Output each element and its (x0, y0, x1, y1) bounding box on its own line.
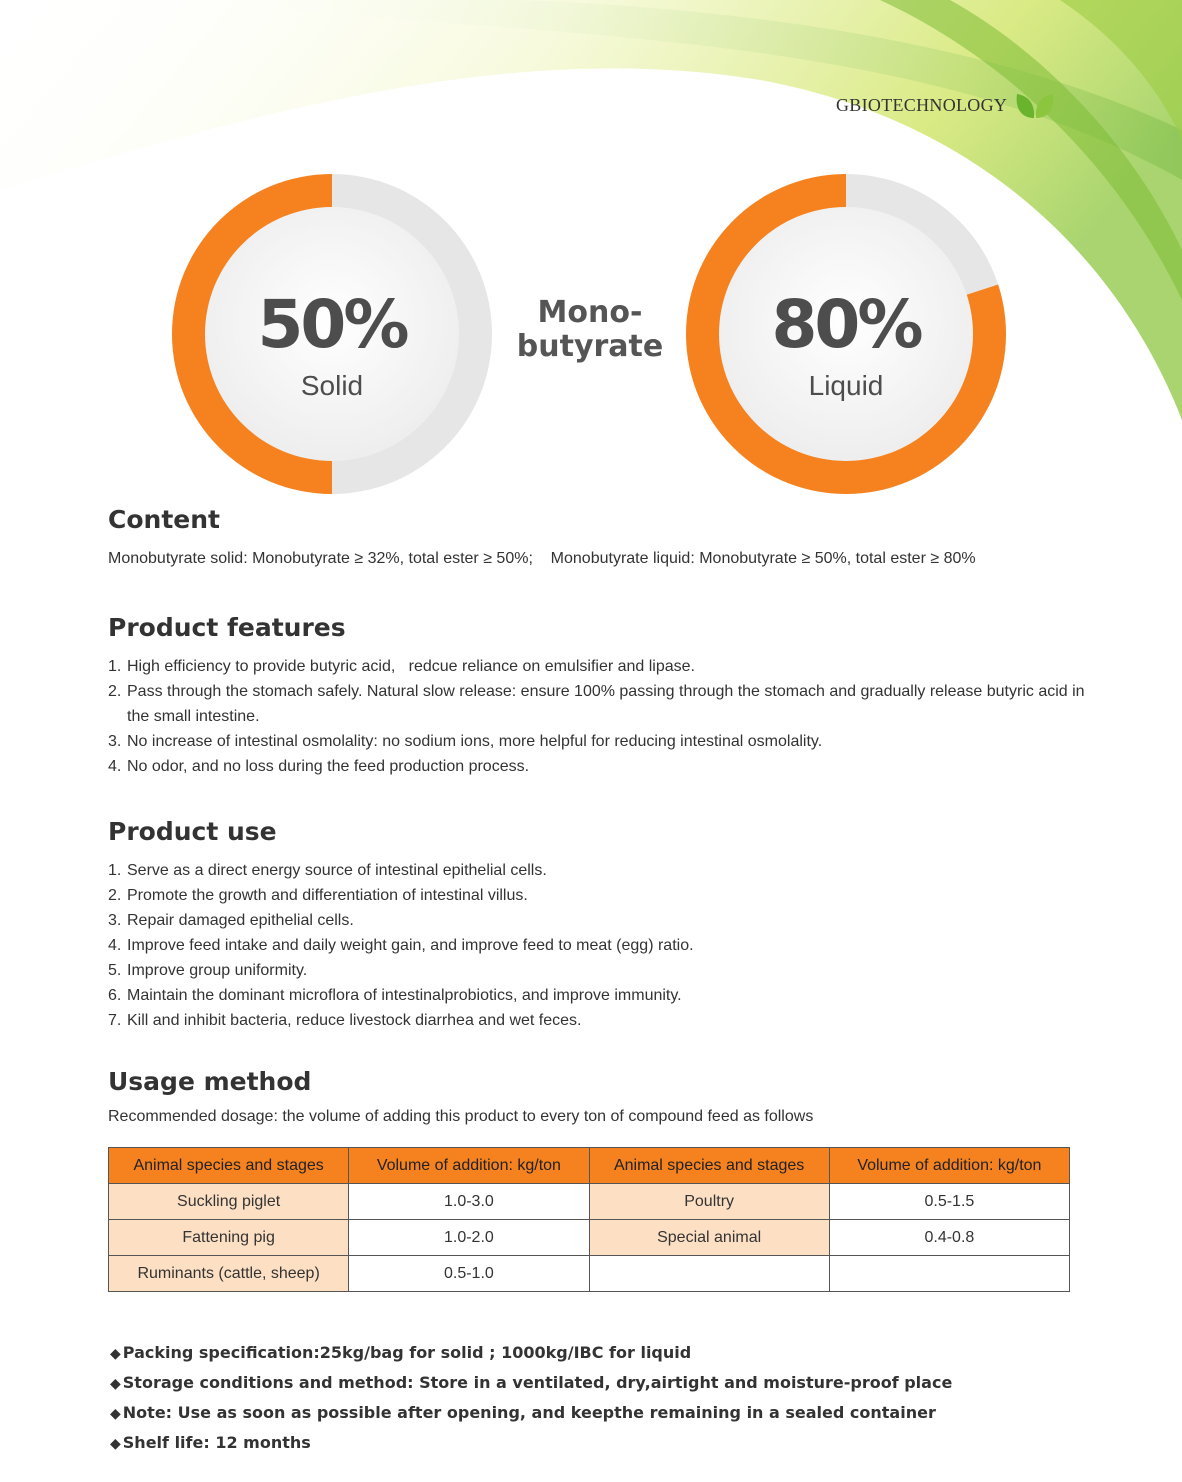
table-row (109, 1220, 1070, 1256)
solid-label: Solid (300, 370, 364, 401)
table-cell-empty (589, 1256, 829, 1292)
diamond-bullet-icon: ◆ (110, 1436, 121, 1452)
solid-percentage: 50% (257, 286, 407, 363)
features-list (108, 654, 1088, 779)
list-item: 3. No increase of intestinal osmolality: no sodium ions, more helpful for reducing intestinal osmolality. (108, 733, 823, 750)
table-row (109, 1184, 1070, 1220)
product-name: Mono- butyrate (516, 295, 664, 364)
list-item: 1. High efficiency to provide butyric acid, redcue reliance on emulsifier and lipase. (108, 658, 695, 675)
use-heading: Product use (108, 817, 277, 846)
content-heading: Content (108, 505, 220, 534)
table-cell-species: Special animal (589, 1220, 829, 1256)
diamond-bullet-icon: ◆ (110, 1346, 121, 1362)
table-cell-volume: 1.0-3.0 (349, 1184, 589, 1220)
footnotes (110, 1338, 952, 1458)
table-cell-species: Ruminants (cattle, sheep) (109, 1256, 349, 1292)
usage-section (108, 1067, 1088, 1129)
table-cell-volume: 1.0-2.0 (349, 1220, 589, 1256)
table-row (109, 1256, 1070, 1292)
opening-note: ◆ Note: Use as soon as possible after opening, and keepthe remaining in a sealed container (110, 1403, 936, 1422)
brand-logo (836, 90, 1057, 120)
use-list (108, 858, 1088, 1033)
shelf-life-note: ◆ Shelf life: 12 months (110, 1433, 311, 1452)
table-cell-volume: 0.4-0.8 (829, 1220, 1069, 1256)
features-heading: Product features (108, 613, 346, 642)
table-cell-empty (829, 1256, 1069, 1292)
liquid-label: Liquid (808, 370, 884, 401)
table-header-cell: Animal species and stages (589, 1148, 829, 1184)
table-header-row (109, 1148, 1070, 1184)
table-header-cell: Volume of addition: kg/ton (349, 1148, 589, 1184)
diamond-bullet-icon: ◆ (110, 1376, 121, 1392)
content-text: Monobutyrate solid: Monobutyrate ≥ 32%, total ester ≥ 50%; Monobutyrate liquid: Monobutyrate ≥ 50%, total ester ≥ 80% (108, 550, 976, 567)
list-item: 6. Maintain the dominant microflora of intestinalprobiotics, and improve immunity. (108, 987, 682, 1004)
content-section (108, 505, 1088, 571)
table-cell-species: Suckling piglet (109, 1184, 349, 1220)
diamond-bullet-icon: ◆ (110, 1406, 121, 1422)
table-cell-volume: 0.5-1.0 (349, 1256, 589, 1292)
table-header-cell: Animal species and stages (109, 1148, 349, 1184)
usage-heading: Usage method (108, 1067, 312, 1096)
usage-intro: Recommended dosage: the volume of adding this product to every ton of compound feed as follows (108, 1108, 814, 1125)
list-item: 7. Kill and inhibit bacteria, reduce livestock diarrhea and wet feces. (108, 1012, 582, 1029)
list-item: 2. Pass through the stomach safely. Natural slow release: ensure 100% passing through the stomach and gradually release butyric acid in the small intestine. (108, 683, 1085, 725)
leaf-icon (1013, 90, 1057, 120)
dosage-table (108, 1147, 1070, 1292)
packing-note: ◆ Packing specification:25kg/bag for solid ; 1000kg/IBC for liquid (110, 1343, 692, 1362)
list-item: 4. Improve feed intake and daily weight gain, and improve feed to meat (egg) ratio. (108, 937, 694, 954)
list-item: 1. Serve as a direct energy source of intestinal epithelial cells. (108, 862, 547, 879)
list-item: 5. Improve group uniformity. (108, 962, 308, 979)
list-item: 2. Promote the growth and differentiation of intestinal villus. (108, 887, 528, 904)
list-item: 3. Repair damaged epithelial cells. (108, 912, 354, 929)
table-header-cell: Volume of addition: kg/ton (829, 1148, 1069, 1184)
use-section (108, 817, 1088, 1033)
brand-name: GBIOTECHNOLOGY (836, 94, 1008, 115)
storage-note: ◆ Storage conditions and method: Store in a ventilated, dry,airtight and moisture-proof place (110, 1373, 953, 1392)
liquid-percentage: 80% (771, 286, 921, 363)
list-item: 4. No odor, and no loss during the feed production process. (108, 758, 530, 775)
table-cell-volume: 0.5-1.5 (829, 1184, 1069, 1220)
table-cell-species: Fattening pig (109, 1220, 349, 1256)
solid-ring-chart (172, 174, 492, 494)
table-cell-species: Poultry (589, 1184, 829, 1220)
liquid-ring-chart (686, 174, 1006, 494)
features-section (108, 613, 1088, 779)
